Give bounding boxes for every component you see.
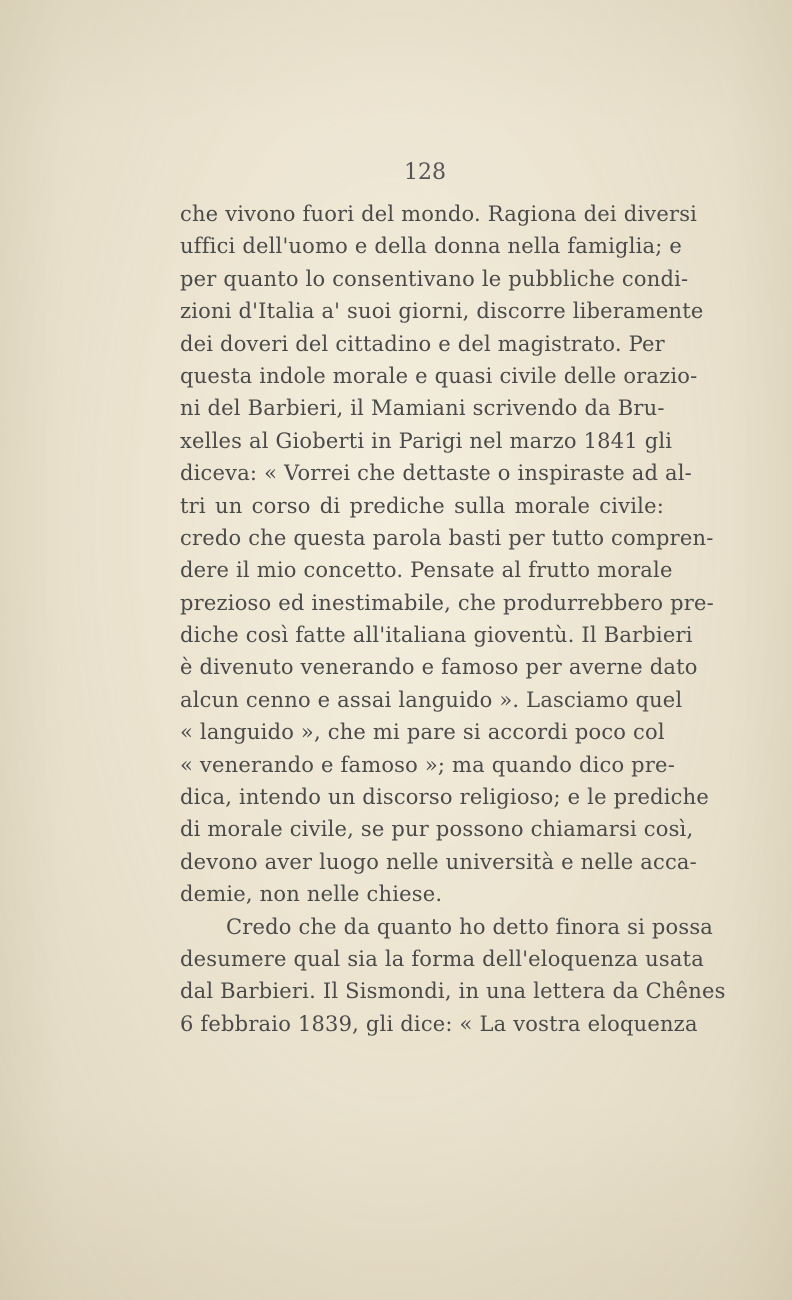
page-number: 128: [404, 160, 446, 185]
text-line: dere il mio concetto. Pensate al frutto morale: [180, 558, 673, 583]
text-line: uffici dell'uomo e della donna nella famiglia; e: [180, 234, 683, 259]
text-line: dei doveri del cittadino e del magistrato. Per: [180, 331, 665, 356]
text-line: « venerando e famoso »; ma quando dico pre-: [180, 752, 675, 777]
text-line: dal Barbieri. Il Sismondi, in una lettera da Chênes: [180, 979, 726, 1004]
text-line: per quanto lo consentivano le pubbliche condi-: [180, 266, 689, 291]
text-line: desumere qual sia la forma dell'eloquenza usata: [180, 946, 704, 971]
text-line: prezioso ed inestimabile, che produrrebbero pre-: [180, 590, 714, 615]
text-line: demie, non nelle chiese.: [180, 882, 443, 907]
text-line: dica, intendo un discorso religioso; e le prediche: [180, 785, 709, 810]
text-line: è divenuto venerando e famoso per averne dato: [180, 655, 698, 680]
text-line: ni del Barbieri, il Mamiani scrivendo da Bru-: [180, 396, 665, 421]
text-line: di morale civile, se pur possono chiamarsi così,: [180, 817, 694, 842]
text-line: diche così fatte all'italiana gioventù. Il Barbieri: [180, 623, 693, 648]
text-line: che vivono fuori del mondo. Ragiona dei diversi: [180, 202, 698, 226]
text-line: alcun cenno e assai languido ». Lasciamo quel: [180, 687, 683, 712]
text-line: xelles al Gioberti in Parigi nel marzo 1841 gli: [180, 428, 673, 453]
paragraph-first-line: Credo che da quanto ho detto finora si possa: [226, 914, 714, 939]
text-line: « languido », che mi pare si accordi poco col: [180, 720, 665, 745]
text-line: credo che questa parola basti per tutto compren-: [180, 525, 714, 550]
text-line: diceva: « Vorrei che dettaste o inspiraste ad al-: [180, 461, 692, 486]
text-line: questa indole morale e quasi civile delle orazio-: [180, 363, 698, 388]
text-line: zioni d'Italia a' suoi giorni, discorre liberamente: [180, 299, 704, 324]
text-line: tri un corso di prediche sulla morale civile:: [180, 493, 664, 518]
body-text: [180, 198, 726, 1040]
text-line: 6 febbraio 1839, gli dice: « La vostra eloquenza: [180, 1011, 698, 1036]
text-line: devono aver luogo nelle università e nelle acca-: [180, 849, 697, 874]
